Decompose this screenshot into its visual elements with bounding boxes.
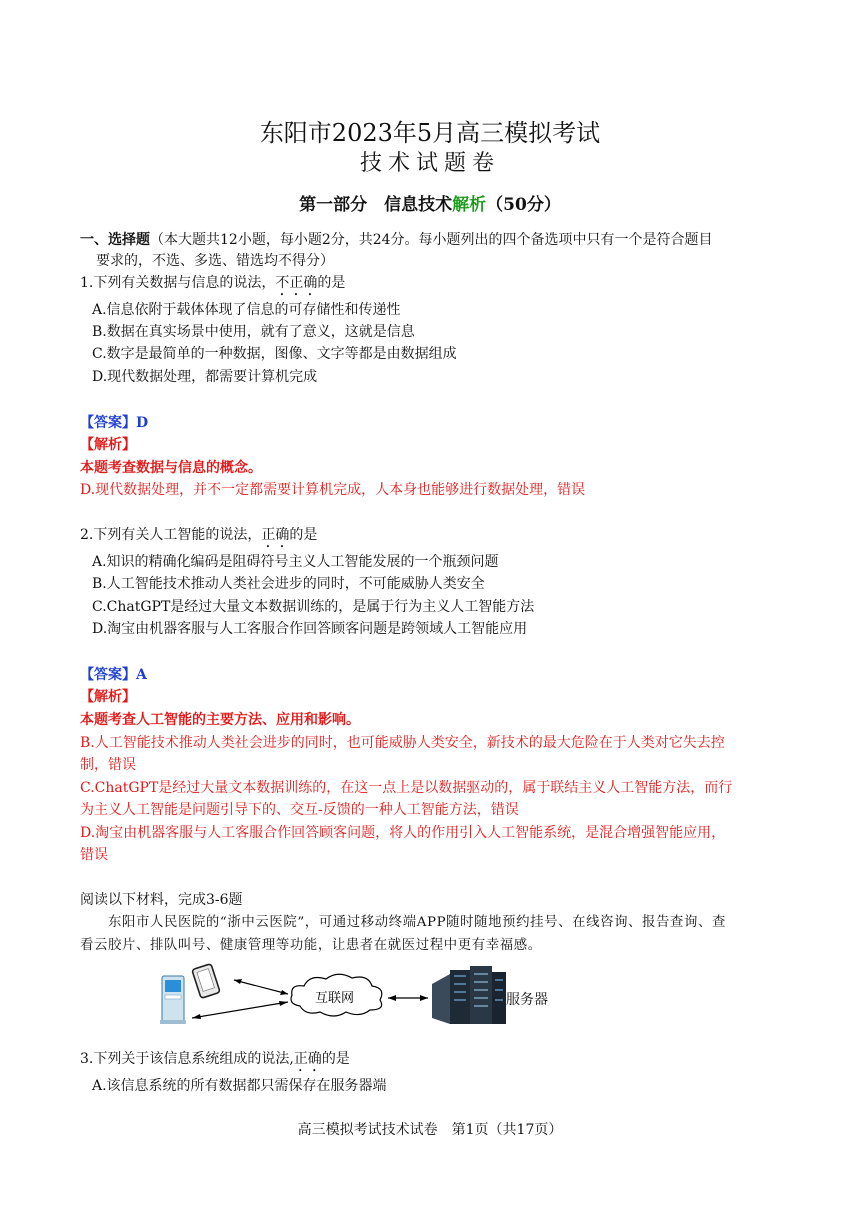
q1-stem: [80, 273, 345, 299]
internet-label: 互联网: [315, 990, 355, 1005]
section-heading: 一、选择题: [80, 232, 150, 248]
smartphone-icon: [192, 964, 220, 999]
material-intro: 阅读以下材料，完成3-6题: [80, 892, 243, 908]
q3-stem-emphasis: 正确: [293, 1051, 322, 1067]
q2-analysis-line: C.ChatGPT是经过大量文本数据训练的，在这一点上是以数据驱动的，属于联结主义人工智能方法，而行: [80, 780, 733, 796]
q1-option-c: C.数字是最简单的一种数据，图像、文字等都是由数据组成: [92, 346, 457, 362]
q2-option-b: B.人工智能技术推动人类社会进步的同时，不可能威胁人类安全: [92, 576, 485, 592]
material-para-line1: 东阳市人民医院的“浙中云医院”，可通过移动终端APP随时随地预约挂号、在线咨询、报告查询、查: [108, 915, 726, 930]
part-title-suffix: （50分）: [486, 195, 561, 215]
q2-option-c: C.ChatGPT是经过大量文本数据训练的，是属于行为主义人工智能方法: [92, 599, 535, 615]
page-footer: 高三模拟考试技术试卷 第1页（共17页）: [297, 1122, 563, 1138]
q2-analysis-line: 制，错误: [80, 757, 136, 773]
q2-analysis-line: B.人工智能技术推动人类社会进步的同时，也可能威胁人类安全，新技术的最大危险在于人类对它失去控: [80, 735, 725, 751]
server-rack-icon: [432, 966, 506, 1024]
q1-analysis-label: 【解析】: [80, 437, 136, 453]
connection-arrow-phone: [234, 980, 288, 994]
part-title-highlight: 解析: [452, 195, 487, 215]
q2-analysis-topic: 本题考查人工智能的主要方法、应用和影响。: [80, 712, 360, 728]
q2-analysis-line: 错误: [80, 847, 108, 863]
instructions-line1: （本大题共12小题，每小题2分，共24分。每小题列出的四个备选项中只有一个是符合题目: [150, 232, 713, 248]
exam-subtitle: 技术试题卷: [359, 151, 500, 176]
section-instructions: [80, 230, 713, 250]
part-title: [0, 190, 860, 215]
q2-analysis-label: 【解析】: [80, 689, 136, 705]
kiosk-terminal-icon: [160, 976, 186, 1024]
q1-option-d: D.现代数据处理，都需要计算机完成: [92, 369, 318, 385]
server-label: 服务器: [506, 992, 548, 1008]
q3-stem-suffix: 的是: [321, 1051, 350, 1067]
q1-option-a: A.信息依附于载体体现了信息的可存储性和传递性: [92, 302, 401, 318]
q2-stem: [80, 525, 317, 551]
q1-stem-suffix: 的是: [317, 275, 346, 291]
q2-stem-emphasis: 正确: [261, 527, 290, 543]
q1-answer: 【答案】D: [80, 415, 149, 431]
q2-stem-prefix: 2.下列有关人工智能的说法，: [80, 527, 262, 543]
q3-stem: [80, 1049, 350, 1075]
q2-analysis-line: 为主义人工智能是问题引导下的、交互-反馈的一种人工智能方法，错误: [80, 802, 519, 818]
q1-analysis-line: D.现代数据处理，并不一定都需要计算机完成，人本身也能够进行数据处理，错误: [80, 482, 586, 498]
q2-stem-suffix: 的是: [289, 527, 318, 543]
q1-stem-prefix: 1.下列有关数据与信息的说法，: [80, 275, 276, 291]
q1-option-b: B.数据在真实场景中使用，就有了意义，这就是信息: [92, 324, 415, 340]
exam-title: 东阳市2023年5月高三模拟考试: [259, 119, 601, 147]
q2-option-d: D.淘宝由机器客服与人工客服合作回答顾客问题是跨领域人工智能应用: [92, 621, 528, 637]
instructions-line2: 要求的，不选、多选、错选均不得分）: [96, 253, 334, 269]
q1-stem-emphasis: 不正确: [275, 275, 318, 291]
part-title-prefix: 第一部分 信息技术: [299, 195, 453, 215]
q3-stem-prefix: 3.下列关于该信息系统组成的说法,: [80, 1051, 294, 1067]
connection-arrow-kiosk: [192, 1002, 288, 1018]
q2-answer: 【答案】A: [80, 667, 147, 683]
q3-option-a: A.该信息系统的所有数据都只需保存在服务器端: [92, 1078, 387, 1094]
q2-analysis-line: D.淘宝由机器客服与人工客服合作回答顾客问题，将人的作用引入人工智能系统，是混合增强智能应用，: [80, 825, 726, 841]
material-para-line2: 看云胶片、排队叫号、健康管理等功能，让患者在就医过程中更有幸福感。: [80, 938, 542, 953]
q1-analysis-topic: 本题考查数据与信息的概念。: [80, 460, 262, 476]
q2-option-a: A.知识的精确化编码是阻碍符号主义人工智能发展的一个瓶颈问题: [92, 554, 499, 570]
